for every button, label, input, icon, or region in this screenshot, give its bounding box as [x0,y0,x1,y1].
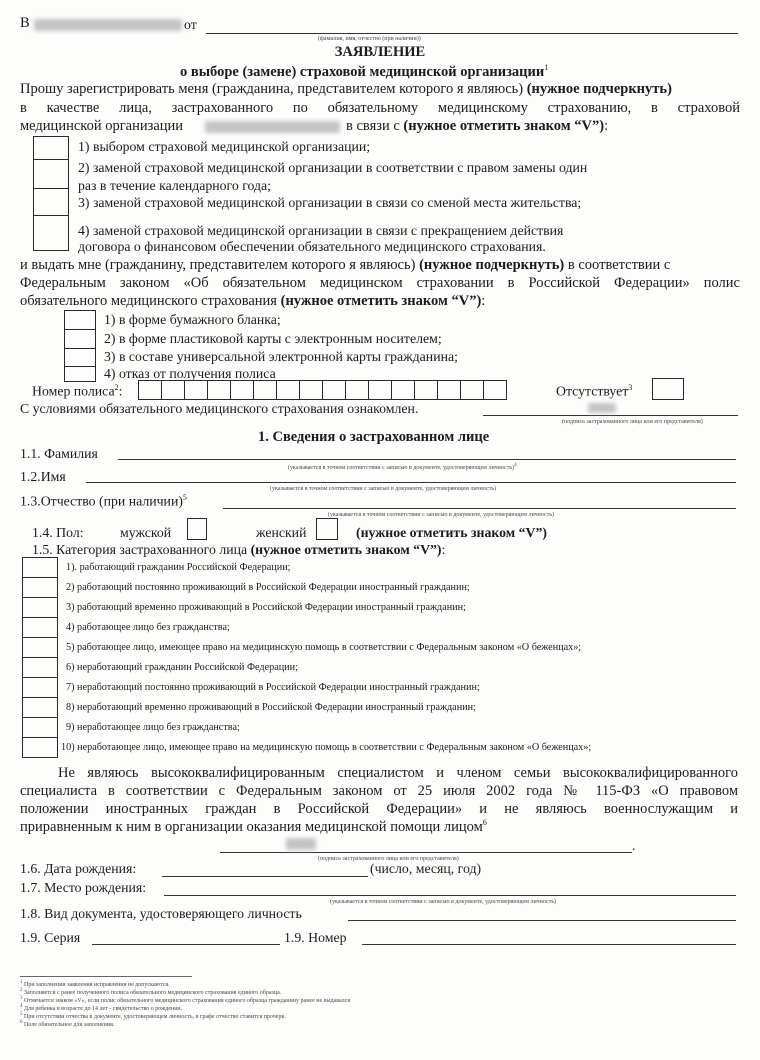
category-checkbox-1[interactable] [22,557,58,578]
dob-input-line[interactable] [162,876,368,877]
section-1-title: 1. Сведения о застрахованном лице [258,429,490,445]
policy-form-2: 2) в форме пластиковой карты с электронным носителем; [104,331,442,346]
category-checkbox-9[interactable] [22,717,58,738]
category-checkbox-3[interactable] [22,597,58,618]
policy-digit-cell[interactable] [138,380,162,400]
policy-digit-cell[interactable] [345,380,369,400]
category-label: 1.5. Категория застрахованного лица (нужное отметить знаком “V”): [32,542,446,557]
reason-checkbox-4[interactable] [33,215,69,251]
declaration-sign-caption: (подпись застрахованного лица или его представителя) [318,856,459,862]
footnote-5: $^5$ При отсутствии отчества в документе, удостоверяющем личность, в графе отчество ставится прочерк. [20,1012,286,1020]
issue-line-1: и выдать мне (гражданину, представителем которого я являюсь) (нужное подчеркнуть) в соответствии с [20,257,671,273]
absent-label: Отсутствует$^3$ [556,383,633,399]
redacted-signature [588,403,616,413]
redacted-recipient [34,19,182,31]
pob-caption: (указывается в точном соответствии с записью в документе, удостоверяющем личность) [330,899,557,905]
category-checkbox-7[interactable] [22,677,58,698]
category-3: 3) работающий временно проживающий в Российской Федерации иностранный гражданин; [66,602,466,613]
to-prefix: В [20,15,30,31]
from-label: от [184,17,197,32]
dob-hint: (число, месяц, год) [370,861,482,876]
category-2: 2) работающий постоянно проживающий в Российской Федерации иностранный гражданин; [66,582,470,593]
conditions-signature-line[interactable] [483,415,738,416]
category-6: 6) неработающий гражданин Российской Федерации; [66,662,298,673]
conditions-caption: (подпись застрахованного лица или его представителя) [562,419,703,425]
footnote-1: $^1$ При заполнении заявления исправления не допускаются. [20,980,170,988]
declaration-line-3: положении иностранных граждан в Российской Федерации» и не являюсь военнослужащим и [20,801,738,817]
category-checkbox-2[interactable] [22,577,58,598]
surname-caption: (указывается в точном соответствии с записью в документе, удостоверяющем личность)$^4$ [288,463,517,471]
reason-checkbox-3[interactable] [33,188,69,216]
category-checkbox-6[interactable] [22,657,58,678]
document-title: ЗАЯВЛЕНИЕ [334,44,426,60]
surname-label: 1.1. Фамилия [20,446,98,461]
male-checkbox[interactable] [187,518,207,540]
absent-checkbox[interactable] [652,378,684,400]
name-caption: (указывается в точном соответствии с записью в документе, удостоверяющем личность) [270,486,497,492]
redacted-declaration-signature [286,838,316,850]
policy-form-1: 1) в форме бумажного бланка; [104,312,281,327]
reason-2-cont: раз в течение календарного года; [78,178,272,193]
category-5: 5) работающее лицо, имеющее право на медицинскую помощь в соответствии с Федеральным законом «О беженцах»; [66,642,582,653]
category-8: 8) неработающий временно проживающий в Российской Федерации иностранный гражданин; [66,702,476,713]
number-label: 1.9. Номер [284,930,347,945]
policy-digit-cell[interactable] [253,380,277,400]
reason-4: 4) заменой страховой медицинской организации в связи с прекращением действия [78,223,564,238]
reason-3: 3) заменой страховой медицинской организации в связи со сменой места жительства; [78,195,582,210]
female-label: женский [256,525,307,540]
policy-digit-cell[interactable] [437,380,461,400]
footnote-4: $^4$ Для ребенка в возрасте до 14 лет - свидетельство о рождении. [20,1004,183,1012]
surname-input-line[interactable] [118,459,736,460]
policy-digit-cell[interactable] [161,380,185,400]
from-caption: (фамилия, имя, отчество (при наличии)) [318,36,421,42]
reason-4-cont: договора о финансовом обеспечении обязательного медицинского страхования. [78,239,546,254]
issue-line-2: Федеральным законом «Об обязательном медицинском страховании в Российской Федерации» полис [20,275,740,291]
reason-2: 2) заменой страховой медицинской организации в соответствии с правом замены один [78,160,588,175]
name-label: 1.2.Имя [20,469,66,484]
redacted-insurer [205,121,340,133]
category-checkbox-10[interactable] [22,737,58,758]
policy-form-checkbox-1[interactable] [64,310,96,330]
policy-form-checkbox-3[interactable] [64,348,96,367]
policy-digit-cell[interactable] [299,380,323,400]
policy-form-4: 4) отказ от получения полиса [104,366,276,381]
name-input-line[interactable] [86,482,736,483]
female-checkbox[interactable] [316,518,338,540]
pob-label: 1.7. Место рождения: [20,880,147,895]
sex-label: 1.4. Пол: [32,525,84,540]
category-4: 4) работающее лицо без гражданства; [66,622,230,633]
declaration-line-4: приравненным к ним в организации оказания медицинской помощи лицом$^6$ [20,818,487,835]
footnote-3: $^3$ Отмечается знаком «V», если полис обязательного медицинского страхования единого образца гражданину ранее не выдавался [20,996,351,1004]
conditions-text: С условиями обязательного медицинского страхования ознакомлен. [20,401,419,416]
doc-type-input-line[interactable] [348,920,736,921]
policy-digit-cell[interactable] [460,380,484,400]
document-subtitle: о выборе (замене) страховой медицинской организации$^1$ [180,63,549,80]
policy-digit-cell[interactable] [207,380,231,400]
category-1: 1). работающий гражданин Российской Федерации; [66,562,291,573]
intro-line-2: в качестве лица, застрахованного по обязательному медицинскому страхованию, в страховой [20,100,740,116]
sex-hint: (нужное отметить знаком “V”) [356,525,547,540]
category-checkbox-5[interactable] [22,637,58,658]
issue-line-3: обязательного медицинского страхования (нужное отметить знаком “V”): [20,293,486,309]
policy-digit-cell[interactable] [391,380,415,400]
policy-digit-cell[interactable] [322,380,346,400]
policy-digit-cell[interactable] [230,380,254,400]
declaration-signature-line[interactable] [220,852,632,853]
category-10: 10) неработающее лицо, имеющее право на медицинскую помощь в соответствии с Федеральным законом «О беженцах»; [61,742,592,753]
intro-line-1: Прошу зарегистрировать меня (гражданина, представителем которого я являюсь) (нужное подчеркнуть) [20,81,672,97]
category-9: 9) неработающее лицо без гражданства; [66,722,240,733]
footnote-6: $^6$ Поле обязательное для заполнения. [20,1020,115,1028]
policy-digit-cell[interactable] [414,380,438,400]
policy-number-cells[interactable] [138,380,506,400]
series-input-line[interactable] [92,944,280,945]
policy-digit-cell[interactable] [276,380,300,400]
dob-label: 1.6. Дата рождения: [20,861,137,876]
series-label: 1.9. Серия [20,930,81,945]
reason-1: 1) выбором страховой медицинской организации; [78,139,371,154]
policy-form-3: 3) в составе универсальной электронной карты гражданина; [104,349,458,364]
policy-digit-cell[interactable] [184,380,208,400]
intro-line-3: медицинской организации [20,118,184,134]
doc-type-label: 1.8. Вид документа, удостоверяющего личность [20,906,302,921]
intro-line-3-tail: в связи с (нужное отметить знаком “V”): [346,118,609,134]
patronymic-label: 1.3.Отчество (при наличии)$^5$ [20,493,187,509]
category-checkbox-4[interactable] [22,617,58,638]
number-input-line[interactable] [362,944,736,945]
from-line[interactable] [206,33,738,34]
reason-checkbox-2[interactable] [33,159,69,189]
footnote-separator [20,976,192,977]
policy-digit-cell[interactable] [483,380,507,400]
patronymic-caption: (указывается в точном соответствии с записью в документе, удостоверяющем личность) [328,512,555,518]
patronymic-input-line[interactable] [223,508,736,509]
declaration-line-2: специалиста в соответствии с Федеральным законом от 25 июля 2002 года № 115-ФЗ «О правовом [20,783,738,799]
policy-number-label: Номер полиса$^2$: [32,383,123,399]
category-7: 7) неработающий постоянно проживающий в Российской Федерации иностранный гражданин; [66,682,480,693]
reason-checkbox-1[interactable] [33,136,69,160]
footnote-2: $^2$ Заполняется с ранее полученного полиса обязательного медицинского страхования единого образца. [20,988,282,996]
pob-input-line[interactable] [164,895,736,896]
policy-form-checkbox-2[interactable] [64,329,96,349]
policy-form-checkbox-4[interactable] [64,366,96,382]
declaration-line-1: Не являюсь высококвалифицированным специалистом и членом семьи высококвалифицированного [58,765,738,781]
category-checkbox-8[interactable] [22,697,58,718]
declaration-dot: . [632,838,636,853]
policy-digit-cell[interactable] [368,380,392,400]
male-label: мужской [120,525,172,540]
